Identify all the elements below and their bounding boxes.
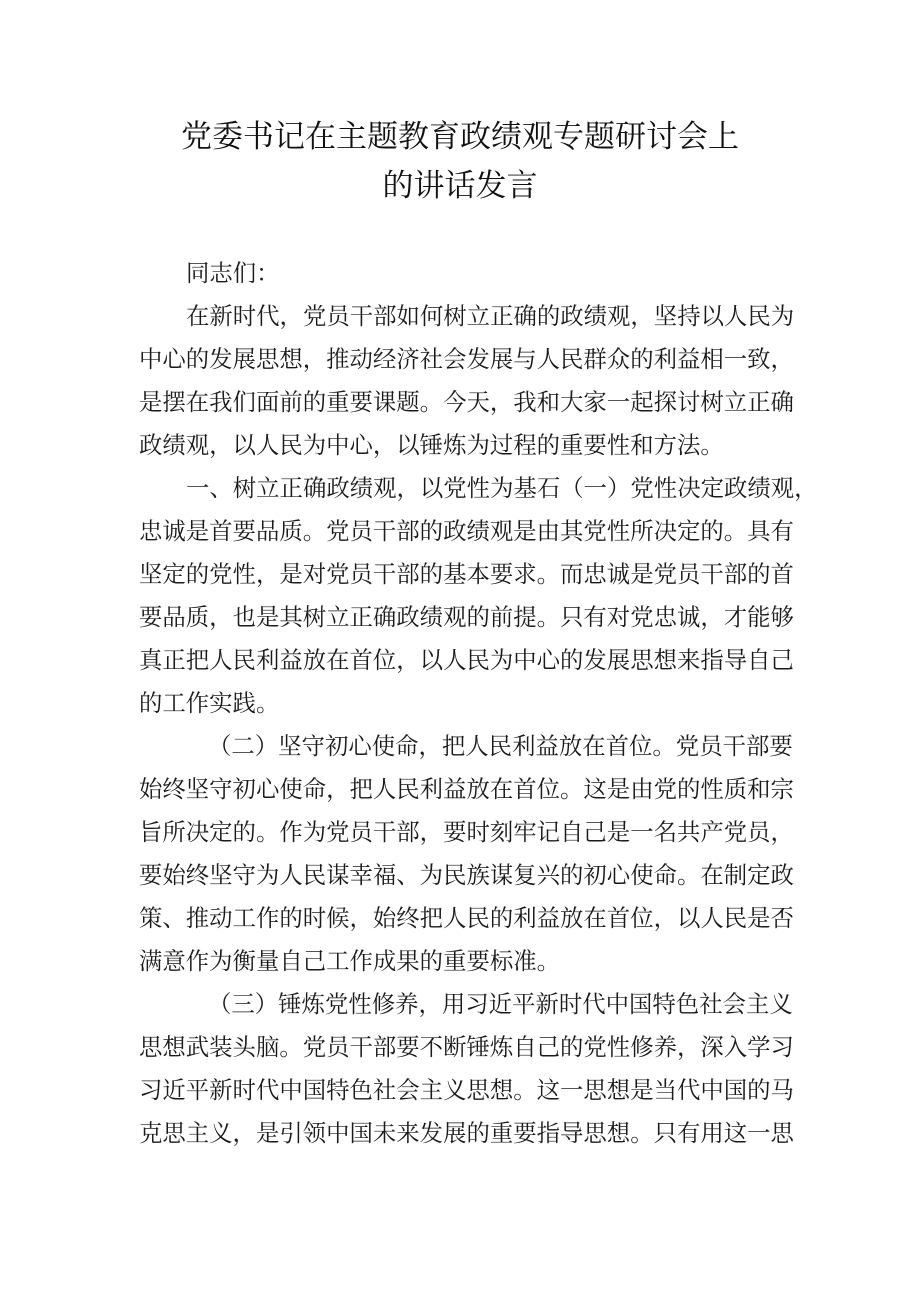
greeting: 同志们： [186, 259, 280, 287]
body-line: 满意作为衡量自己工作成果的重要标准。 [139, 947, 561, 975]
body-line: 旨所决定的。作为党员干部，要时刻牢记自己是一名共产党员， [139, 818, 794, 846]
document-title-line-1: 党委书记在主题教育政绩观专题研讨会上 [181, 119, 739, 155]
subsection-heading-line: （三）锤炼党性修养，用习近平新时代中国特色社会主义 [208, 990, 793, 1018]
body-line: 思想武装头脑。党员干部要不断锤炼自己的党性修养，深入学习 [139, 1033, 794, 1061]
body-line: 在新时代，党员干部如何树立正确的政绩观，坚持以人民为 [186, 302, 795, 330]
section-heading-line: 一、树立正确政绩观，以党性为基石（一）党性决定政绩观， [186, 474, 818, 502]
document-title-line-2: 的讲话发言 [382, 168, 538, 204]
body-line: 是摆在我们面前的重要课题。今天，我和大家一起探讨树立正确 [139, 388, 794, 416]
body-line: 忠诚是首要品质。党员干部的政绩观是由其党性所决定的。具有 [139, 517, 794, 545]
body-line: 要始终坚守为人民谋幸福、为民族谋复兴的初心使命。在制定政 [139, 861, 794, 889]
body-line: 策、推动工作的时候，始终把人民的利益放在首位，以人民是否 [139, 904, 794, 932]
body-line: 克思主义，是引领中国未来发展的重要指导思想。只有用这一思 [139, 1119, 794, 1147]
body-line: 习近平新时代中国特色社会主义思想。这一思想是当代中国的马 [139, 1076, 794, 1104]
body-line: 始终坚守初心使命，把人民利益放在首位。这是由党的性质和宗 [139, 775, 794, 803]
body-line: 政绩观，以人民为中心，以锤炼为过程的重要性和方法。 [139, 431, 724, 459]
body-line: 要品质，也是其树立正确政绩观的前提。只有对党忠诚，才能够 [139, 603, 794, 631]
body-line: 的工作实践。 [139, 689, 280, 717]
body-line: 中心的发展思想，推动经济社会发展与人民群众的利益相一致， [139, 345, 794, 373]
body-line: 真正把人民利益放在首位，以人民为中心的发展思想来指导自己 [139, 646, 794, 674]
body-line: 坚定的党性，是对党员干部的基本要求。而忠诚是党员干部的首 [139, 560, 794, 588]
subsection-heading-line: （二）坚守初心使命，把人民利益放在首位。党员干部要 [208, 732, 793, 760]
